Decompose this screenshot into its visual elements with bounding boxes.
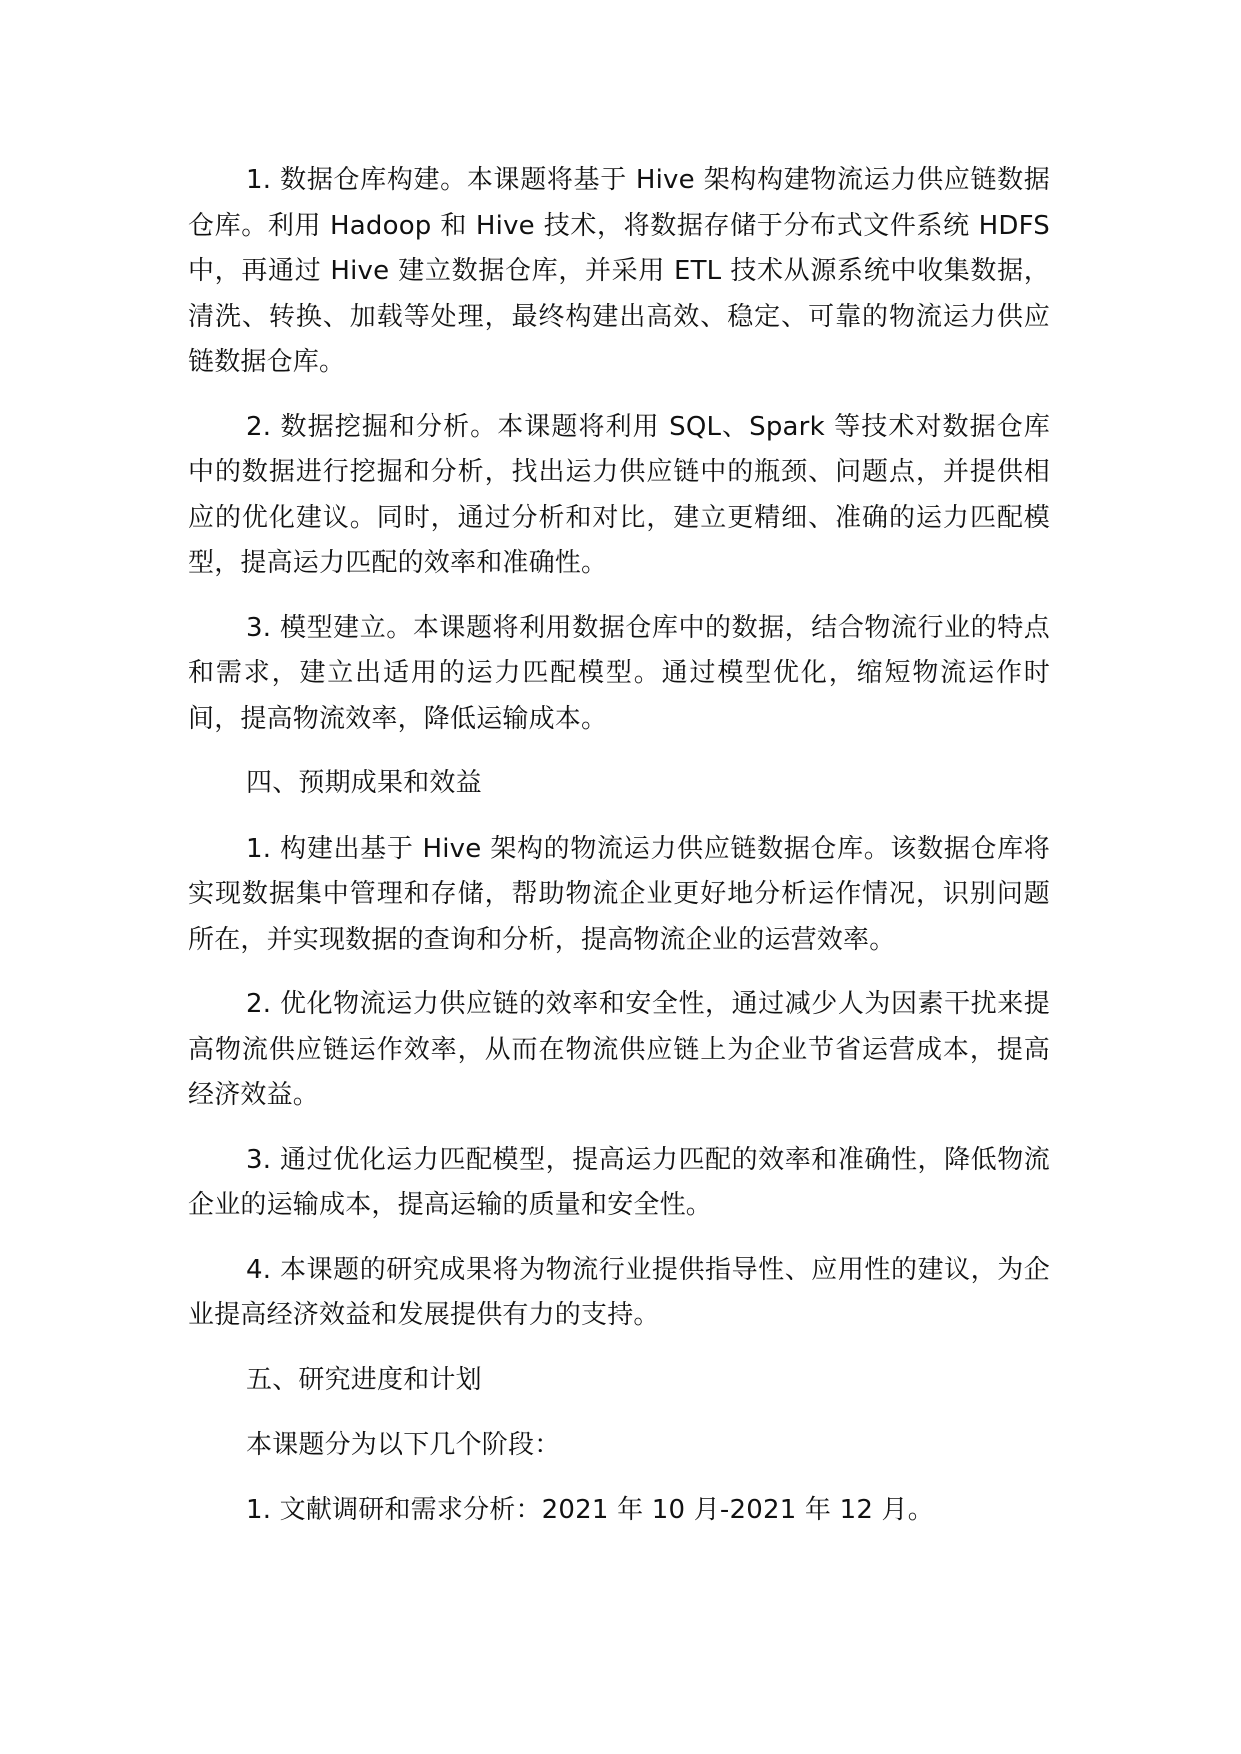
paragraph-result-1: 1. 构建出基于 Hive 架构的物流运力供应链数据仓库。该数据仓库将实现数据集中管理和存储，帮助物流企业更好地分析运作情况，识别问题所在，并实现数据的查询和分析，提高物流企业的运营效率。 [188, 833, 1050, 955]
paragraph-result-3: 3. 通过优化运力匹配模型，提高运力匹配的效率和准确性，降低物流企业的运输成本，提高运输的质量和安全性。 [188, 1144, 1050, 1220]
paragraph-result-4: 4. 本课题的研究成果将为物流行业提供指导性、应用性的建议，为企业提高经济效益和发展提供有力的支持。 [188, 1254, 1050, 1330]
paragraph-model-building: 3. 模型建立。本课题将利用数据仓库中的数据，结合物流行业的特点和需求，建立出适用的运力匹配模型。通过模型优化，缩短物流运作时间，提高物流效率，降低运输成本。 [188, 612, 1050, 734]
paragraph-stage-1: 1. 文献调研和需求分析：2021 年 10 月-2021 年 12 月。 [246, 1494, 934, 1525]
paragraph-result-2: 2. 优化物流运力供应链的效率和安全性，通过减少人为因素干扰来提高物流供应链运作效率，从而在物流供应链上为企业节省运营成本，提高经济效益。 [188, 989, 1050, 1110]
paragraph-stages-intro: 本课题分为以下几个阶段： [246, 1430, 561, 1460]
document-body [188, 158, 1050, 1552]
section-heading-progress-plan: 五、研究进度和计划 [246, 1364, 482, 1395]
section-heading-expected-results: 四、预期成果和效益 [246, 768, 482, 798]
paragraph-data-mining-analysis: 2. 数据挖掘和分析。本课题将利用 SQL、Spark 等技术对数据仓库中的数据进行挖掘和分析，找出运力供应链中的瓶颈、问题点，并提供相应的优化建议。同时，通过分析和对比，建立更精细、准确的运力匹配模型，提高运力匹配的效率和准确性。 [188, 411, 1050, 578]
paragraph-data-warehouse-construction: 1. 数据仓库构建。本课题将基于 Hive 架构构建物流运力供应链数据仓库。利用 Hadoop 和 Hive 技术，将数据存储于分布式文件系统 HDFS 中，再通过 Hive 建立数据仓库，并采用 ETL 技术从源系统中收集数据，清洗、转换、加载等处理，最终构建出高效、稳定、可靠的物流运力供应链数据仓库。 [188, 165, 1050, 377]
